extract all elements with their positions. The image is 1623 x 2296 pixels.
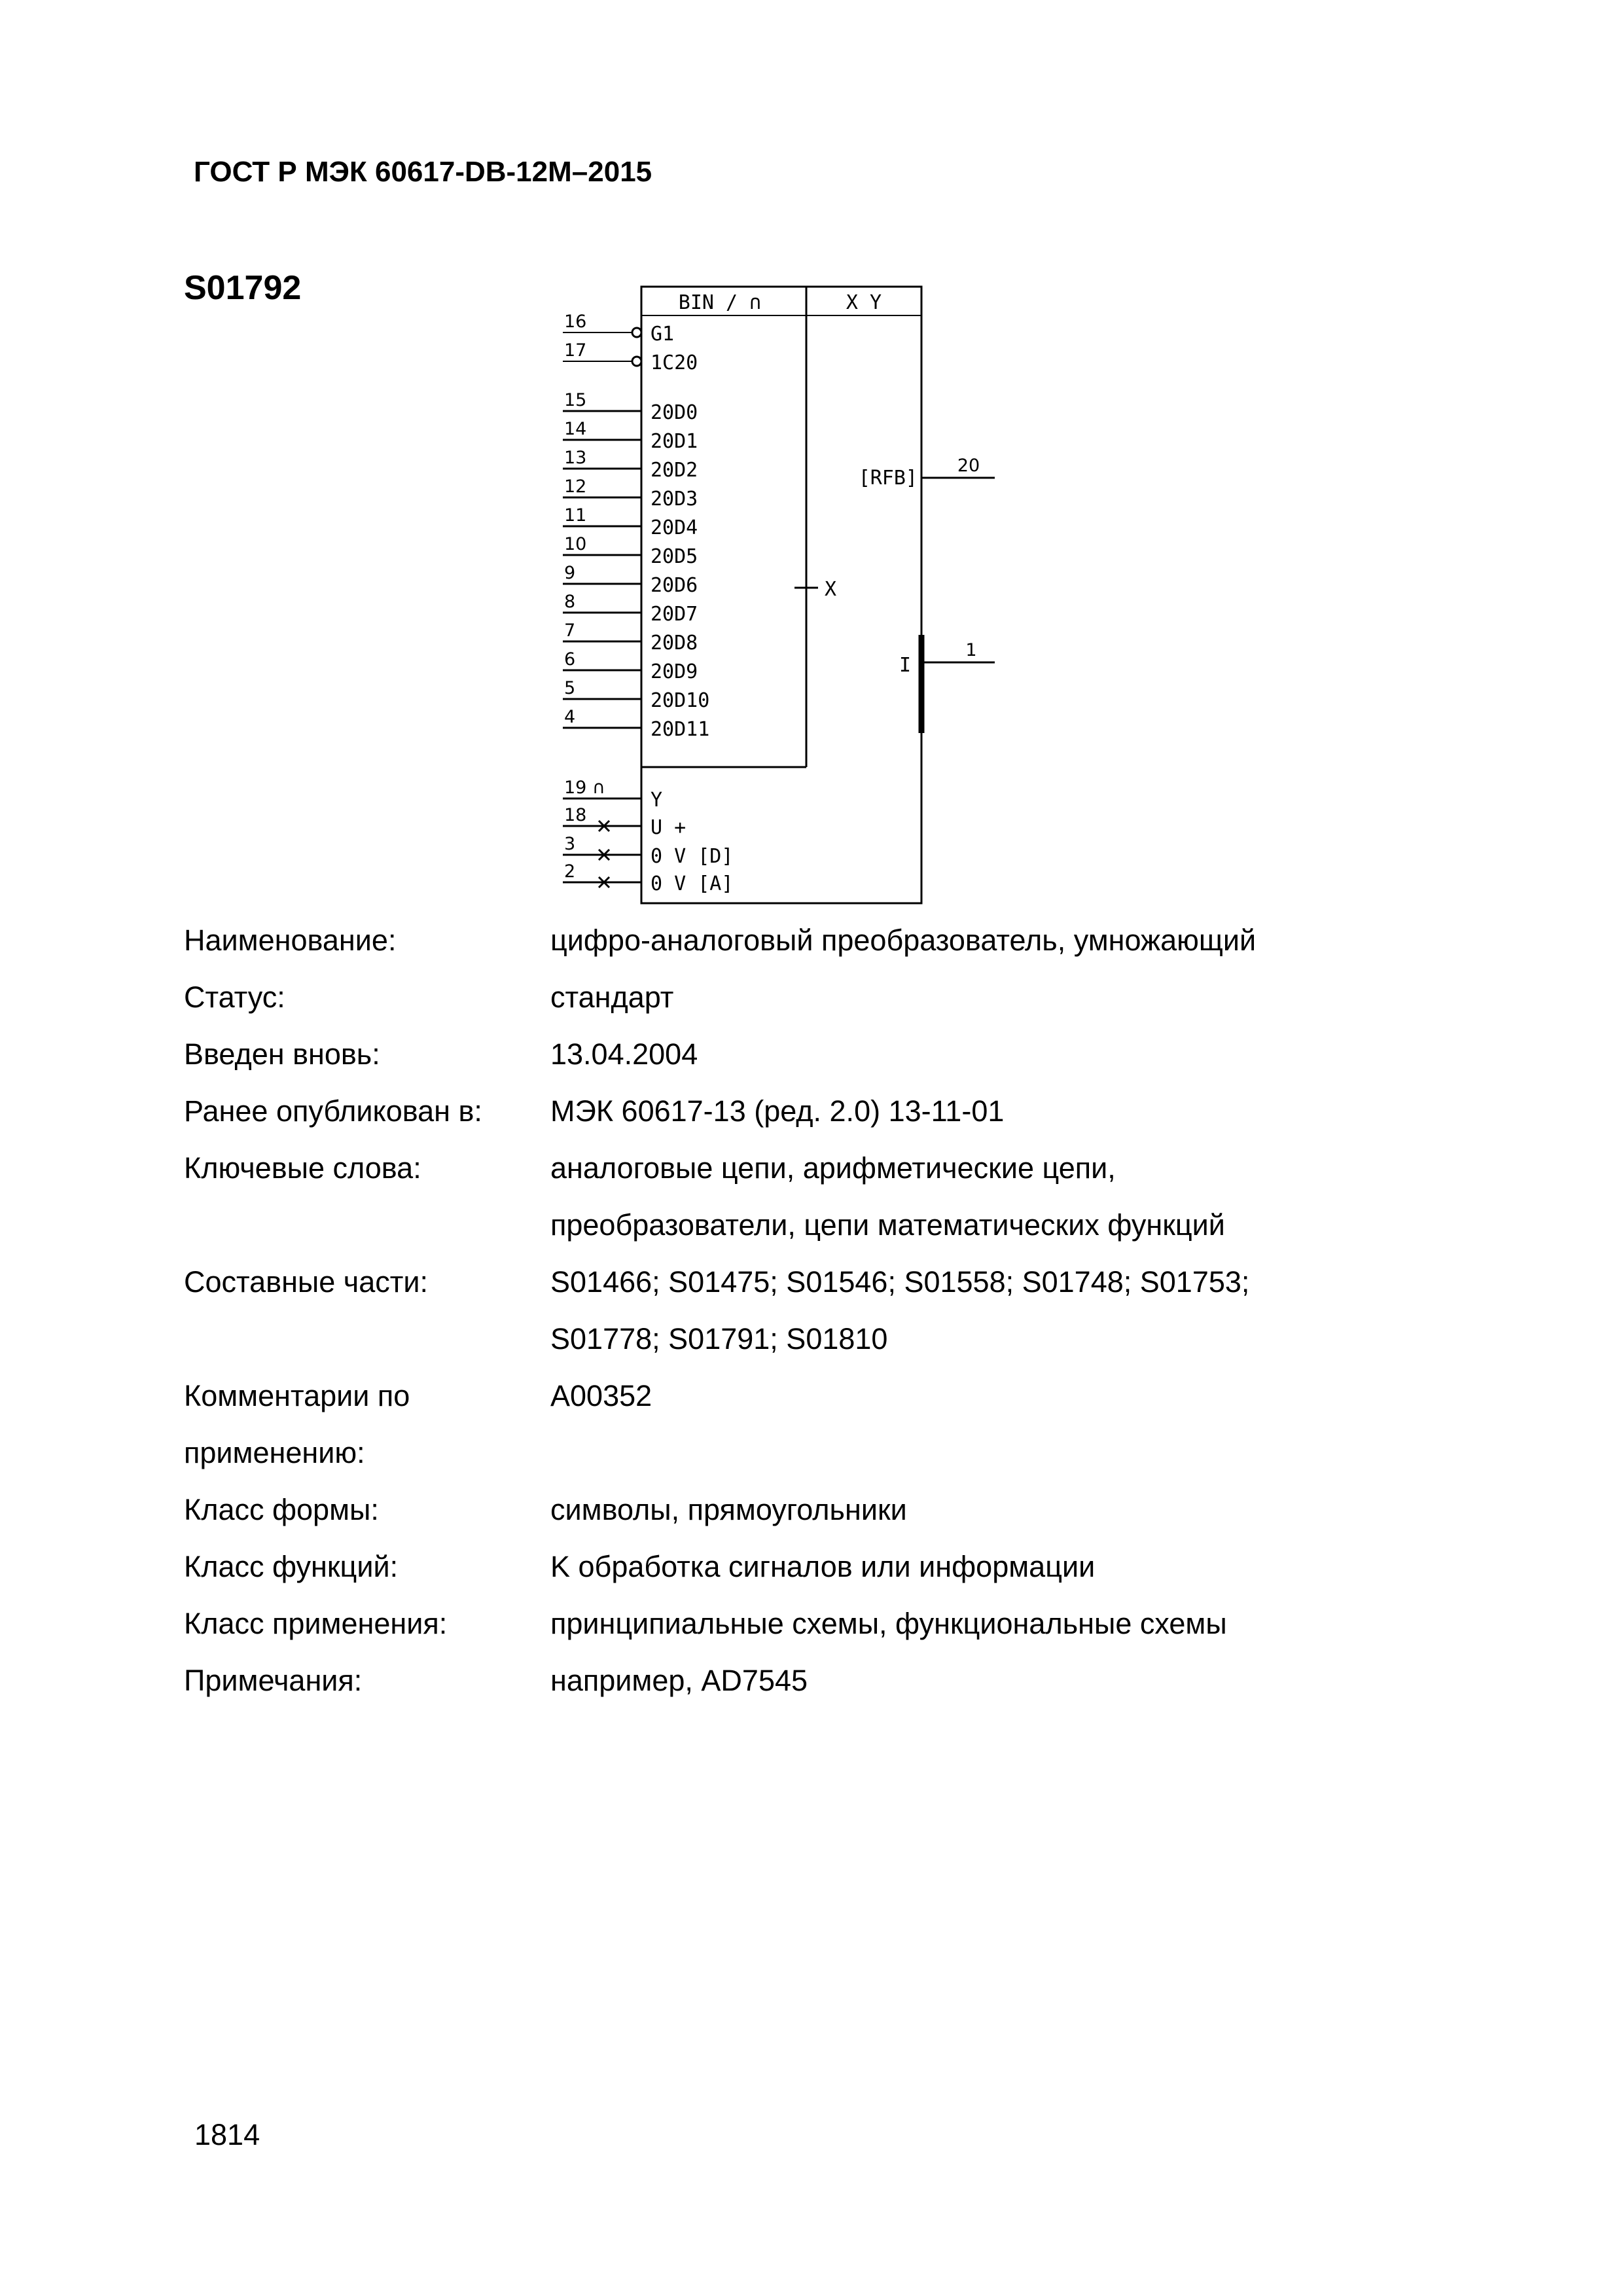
- property-value-line: S01466; S01475; S01546; S01558; S01748; S01753;: [550, 1265, 1250, 1299]
- property-value-line: стандарт: [550, 980, 674, 1014]
- property-value-line: аналоговые цепи, арифметические цепи,: [550, 1151, 1116, 1185]
- pin-number: 15: [564, 390, 587, 410]
- property-value-line: МЭК 60617-13 (ред. 2.0) 13-11-01: [550, 1094, 1005, 1128]
- property-label: [184, 969, 550, 1026]
- input-label: 20D6: [651, 574, 698, 597]
- property-value: [550, 1026, 1493, 1083]
- property-label-line: Статус:: [184, 980, 285, 1014]
- standard-header: ГОСТ Р МЭК 60617-DB-12М–2015: [194, 156, 652, 188]
- property-value: [550, 912, 1493, 969]
- property-row: [184, 1253, 1493, 1367]
- pin-number: 10: [564, 534, 587, 554]
- pin-number: 16: [564, 312, 587, 332]
- property-label: [184, 1367, 550, 1481]
- pin-number: 11: [564, 505, 587, 526]
- negation-circle: [632, 328, 641, 337]
- pin-number: 4: [564, 707, 576, 727]
- property-row: [184, 1652, 1493, 1709]
- pin-number: 20: [957, 456, 980, 476]
- property-label-line: Ключевые слова:: [184, 1151, 421, 1185]
- property-value: [550, 1083, 1493, 1139]
- pin-number: 1: [965, 640, 977, 660]
- property-label-line: Примечания:: [184, 1664, 363, 1697]
- property-label: [184, 912, 550, 969]
- pin-number: 14: [564, 419, 587, 439]
- property-label-line: Ранее опубликован в:: [184, 1094, 482, 1128]
- property-label-line: Наименование:: [184, 924, 397, 957]
- dac-symbol-diagram: [550, 275, 1008, 916]
- property-value: [550, 1139, 1493, 1253]
- input-label: 20D0: [651, 401, 698, 424]
- property-row: [184, 1139, 1493, 1253]
- input-label: 20D8: [651, 632, 698, 655]
- input-label: 20D10: [651, 689, 710, 712]
- input-label: 20D2: [651, 459, 698, 482]
- property-label: [184, 1595, 550, 1652]
- block-title-left: BIN / ∩: [678, 291, 762, 314]
- property-value-line: A00352: [550, 1379, 652, 1412]
- property-label-line: Введен вновь:: [184, 1037, 380, 1071]
- input-label: 20D11: [651, 718, 710, 741]
- rfb-label: [RFB]: [858, 467, 918, 490]
- property-value: [550, 1652, 1493, 1709]
- input-label: 20D7: [651, 603, 698, 626]
- property-value: [550, 1481, 1493, 1538]
- input-label: 20D3: [651, 488, 698, 511]
- property-value: [550, 969, 1493, 1026]
- property-row: [184, 969, 1493, 1026]
- property-label: [184, 1083, 550, 1139]
- input-label: 0 V [D]: [651, 845, 734, 868]
- input-label: 20D1: [651, 430, 698, 453]
- property-label: [184, 1481, 550, 1538]
- property-label-line: Класс применения:: [184, 1607, 448, 1640]
- property-value-line: например, AD7545: [550, 1664, 808, 1697]
- property-row: [184, 912, 1493, 969]
- input-label: 20D9: [651, 660, 698, 683]
- property-value-line: цифро-аналоговый преобразователь, умножающий: [550, 924, 1257, 957]
- input-label: 20D5: [651, 545, 698, 568]
- property-value: [550, 1367, 1493, 1481]
- pin-number: 12: [564, 476, 587, 497]
- input-label: 1C20: [651, 351, 698, 374]
- property-value: [550, 1595, 1493, 1652]
- property-label: [184, 1538, 550, 1595]
- pin-number: 13: [564, 448, 587, 468]
- x-label: X: [825, 578, 837, 601]
- property-row: [184, 1481, 1493, 1538]
- pin-number: 18: [564, 805, 587, 825]
- property-label-line: применению:: [184, 1436, 365, 1469]
- input-label: Y: [651, 789, 663, 812]
- property-row: [184, 1083, 1493, 1139]
- property-row: [184, 1026, 1493, 1083]
- pin-number: 17: [564, 340, 587, 361]
- property-value-line: принципиальные схемы, функциональные схемы: [550, 1607, 1227, 1640]
- property-row: [184, 1538, 1493, 1595]
- dac-symbol-svg: [550, 275, 1008, 916]
- pin-number: 7: [564, 620, 576, 641]
- pin-number: 6: [564, 649, 576, 670]
- pin-number: 9: [564, 563, 576, 583]
- i-label: I: [899, 654, 911, 677]
- property-value-line: S01778; S01791; S01810: [550, 1322, 888, 1355]
- property-value-line: K обработка сигналов или информации: [550, 1550, 1096, 1583]
- negation-circle: [632, 357, 641, 366]
- property-value: [550, 1253, 1493, 1367]
- pin-number: 19 ∩: [564, 778, 605, 798]
- property-label-line: Составные части:: [184, 1265, 429, 1299]
- property-label-line: Класс формы:: [184, 1493, 379, 1526]
- symbol-id: S01792: [184, 269, 302, 307]
- pin-number: 5: [564, 678, 576, 698]
- property-label-line: Комментарии по: [184, 1379, 410, 1412]
- property-label-line: Класс функций:: [184, 1550, 399, 1583]
- input-label: 20D4: [651, 516, 698, 539]
- pin-number: 2: [564, 861, 576, 882]
- property-value-line: 13.04.2004: [550, 1037, 698, 1071]
- property-row: [184, 1595, 1493, 1652]
- input-label: U +: [651, 816, 687, 839]
- property-value: [550, 1538, 1493, 1595]
- input-label: G1: [651, 323, 675, 346]
- pin-number: 8: [564, 592, 576, 612]
- property-value-line: преобразователи, цепи математических функций: [550, 1208, 1225, 1242]
- input-label: 0 V [A]: [651, 872, 734, 895]
- pin-number: 3: [564, 834, 576, 854]
- property-label: [184, 1026, 550, 1083]
- property-row: [184, 1367, 1493, 1481]
- properties-table: [184, 912, 1493, 1709]
- property-label: [184, 1139, 550, 1253]
- page-number: 1814: [194, 2118, 260, 2151]
- property-label: [184, 1253, 550, 1367]
- property-value-line: символы, прямоугольники: [550, 1493, 907, 1526]
- block-title-right: X Y: [846, 291, 882, 314]
- property-label: [184, 1652, 550, 1709]
